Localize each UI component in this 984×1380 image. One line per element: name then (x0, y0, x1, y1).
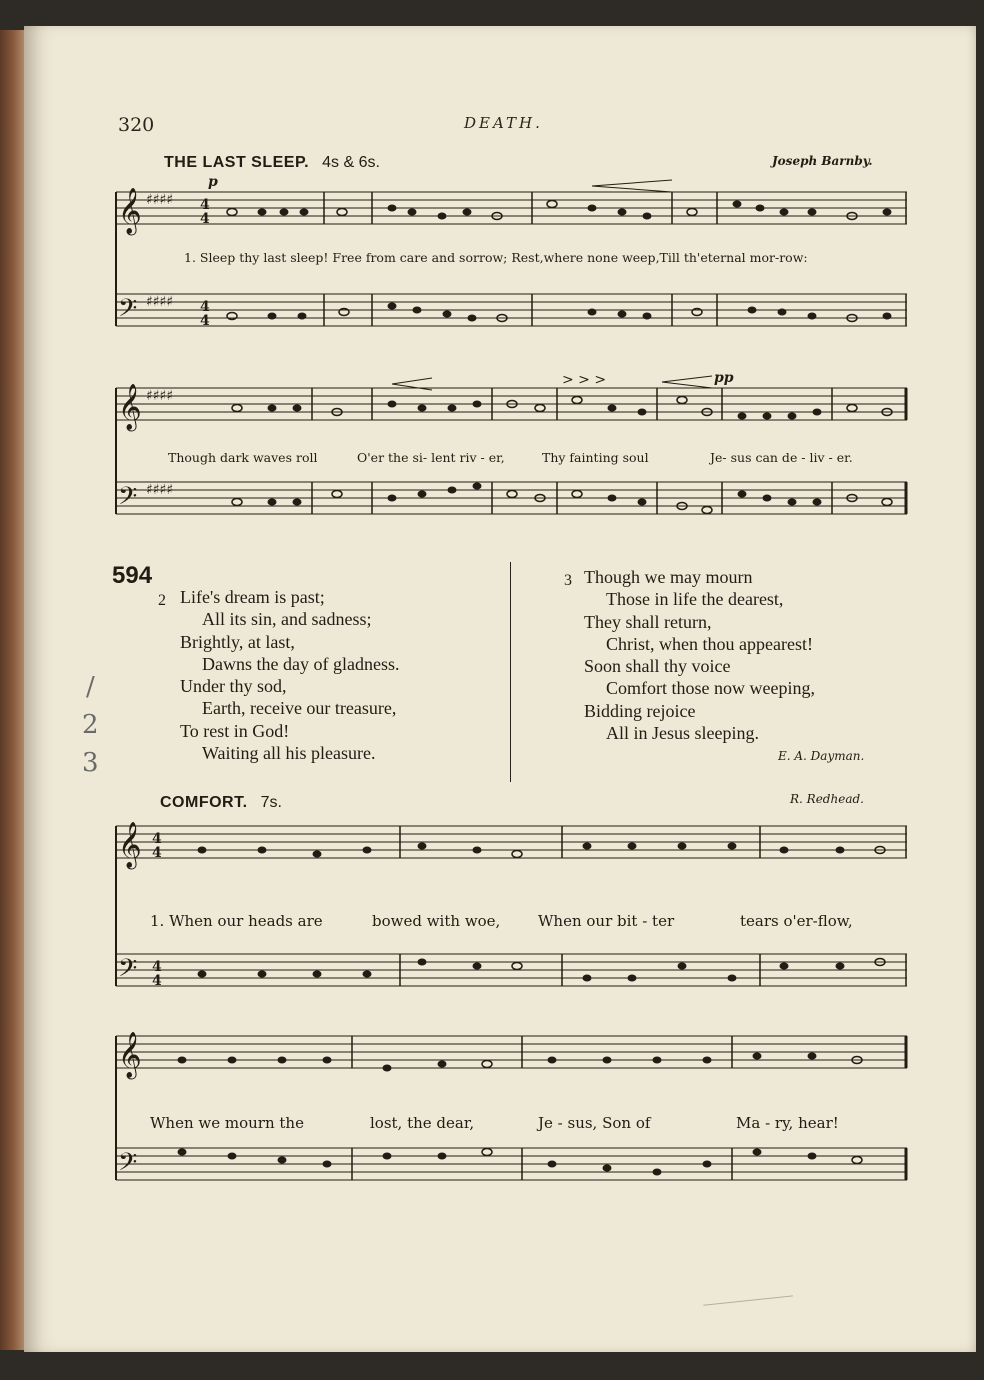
tune2-title: COMFORT. (160, 794, 248, 811)
svg-text:𝄞: 𝄞 (118, 384, 142, 430)
verse2 (180, 586, 399, 764)
margin-note: 2 (82, 710, 99, 740)
running-head: DEATH. (464, 114, 543, 132)
verse-line: All its sin, and sadness; (202, 609, 372, 630)
verse2-number: 2 (158, 592, 166, 609)
tune2-lyric-b: bowed with woe, (372, 912, 501, 930)
svg-text:4: 4 (152, 959, 162, 975)
svg-text:𝄢: 𝄢 (118, 482, 138, 517)
tune1-lyric-c: Thy fainting soul (542, 450, 649, 465)
svg-text:4: 4 (200, 197, 210, 213)
tune2-lyric-e: When we mourn the (150, 1114, 304, 1132)
tune2-lyric-h: Ma - ry, hear! (736, 1114, 839, 1132)
tune1-composer: Joseph Barnby. (772, 154, 873, 168)
tune2-heading (160, 792, 282, 812)
page-number: 320 (118, 114, 155, 136)
svg-text:𝄞: 𝄞 (118, 822, 142, 868)
tune1-meter: 4s & 6s. (322, 154, 380, 171)
svg-text:4: 4 (200, 313, 210, 329)
verse-line: Dawns the day of gladness. (202, 653, 400, 674)
tune1-lyric-b: O'er the si- lent riv - er, (357, 450, 505, 465)
verse-line: Under thy sod, (180, 676, 287, 697)
svg-text:𝄢: 𝄢 (118, 954, 138, 989)
svg-text:𝄢: 𝄢 (118, 1148, 138, 1183)
verse-line: Bidding rejoice (584, 700, 696, 721)
tune2-lyric-c: When our bit - ter (538, 912, 675, 930)
margin-note: 3 (82, 748, 99, 778)
verse3 (584, 566, 815, 744)
column-divider (510, 562, 511, 782)
verse-line: Soon shall thy voice (584, 656, 731, 677)
svg-text:𝄞: 𝄞 (118, 1032, 142, 1078)
verse-line: To rest in God! (180, 720, 290, 741)
tune1-dynamic-pp: pp (714, 370, 734, 386)
tune2-composer: R. Redhead. (790, 792, 864, 806)
tune1-system1 (112, 176, 912, 366)
tune2-lyric-d: tears o'er-flow, (740, 912, 853, 930)
verse-line: Brightly, at last, (180, 631, 295, 652)
tune2-lyric-a: 1. When our heads are (150, 912, 323, 930)
svg-text:4: 4 (152, 845, 162, 861)
svg-text:♯♯♯♯: ♯♯♯♯ (146, 482, 174, 498)
svg-text:𝄞: 𝄞 (118, 188, 142, 234)
svg-text:𝄢: 𝄢 (118, 294, 138, 329)
verse-line: Comfort those now weeping, (606, 678, 815, 699)
verse-line: Though we may mourn (584, 567, 753, 587)
verse-line: They shall return, (584, 611, 712, 632)
tune2-meter: 7s. (260, 794, 282, 811)
verse3-number: 3 (564, 572, 572, 589)
hymn-author: E. A. Dayman. (778, 749, 865, 763)
svg-text:♯♯♯♯: ♯♯♯♯ (146, 294, 174, 310)
hymnal-page (24, 26, 976, 1352)
tune1-heading (164, 152, 380, 172)
tune2-lyric-g: Je - sus, Son of (538, 1114, 651, 1132)
verse-line: Waiting all his pleasure. (202, 743, 376, 764)
tune1-lyrics-line1: 1. Sleep thy last sleep! Free from care and sorrow; Rest,where none weep,Till th'eternal mor-row: (184, 250, 808, 265)
svg-text:4: 4 (200, 211, 210, 227)
hymn-number: 594 (112, 562, 153, 589)
margin-note: / (86, 672, 95, 702)
tune1-dynamic-p: p (208, 174, 218, 190)
svg-text:4: 4 (200, 299, 210, 315)
svg-text:4: 4 (152, 973, 162, 989)
bass-staff (116, 294, 907, 326)
svg-text:> > >: > > > (562, 372, 607, 388)
tune2-lyric-f: lost, the dear, (370, 1114, 475, 1132)
paper-tear-mark (703, 1295, 794, 1321)
verse-line: Earth, receive our treasure, (202, 698, 397, 719)
tune1-title: THE LAST SLEEP. (164, 154, 310, 171)
svg-text:4: 4 (152, 831, 162, 847)
treble-staff (116, 192, 907, 224)
verse-line: All in Jesus sleeping. (606, 723, 759, 744)
tune1-lyric-a: Though dark waves roll (168, 450, 318, 465)
svg-text:♯♯♯♯: ♯♯♯♯ (146, 388, 174, 404)
svg-text:♯♯♯♯: ♯♯♯♯ (146, 192, 174, 208)
tune1-lyric-d: Je- sus can de - liv - er. (710, 450, 853, 465)
verse-line: Life's dream is past; (180, 587, 325, 607)
verse-line: Christ, when thou appearest! (606, 633, 813, 654)
verse-line: Those in life the dearest, (606, 589, 784, 610)
